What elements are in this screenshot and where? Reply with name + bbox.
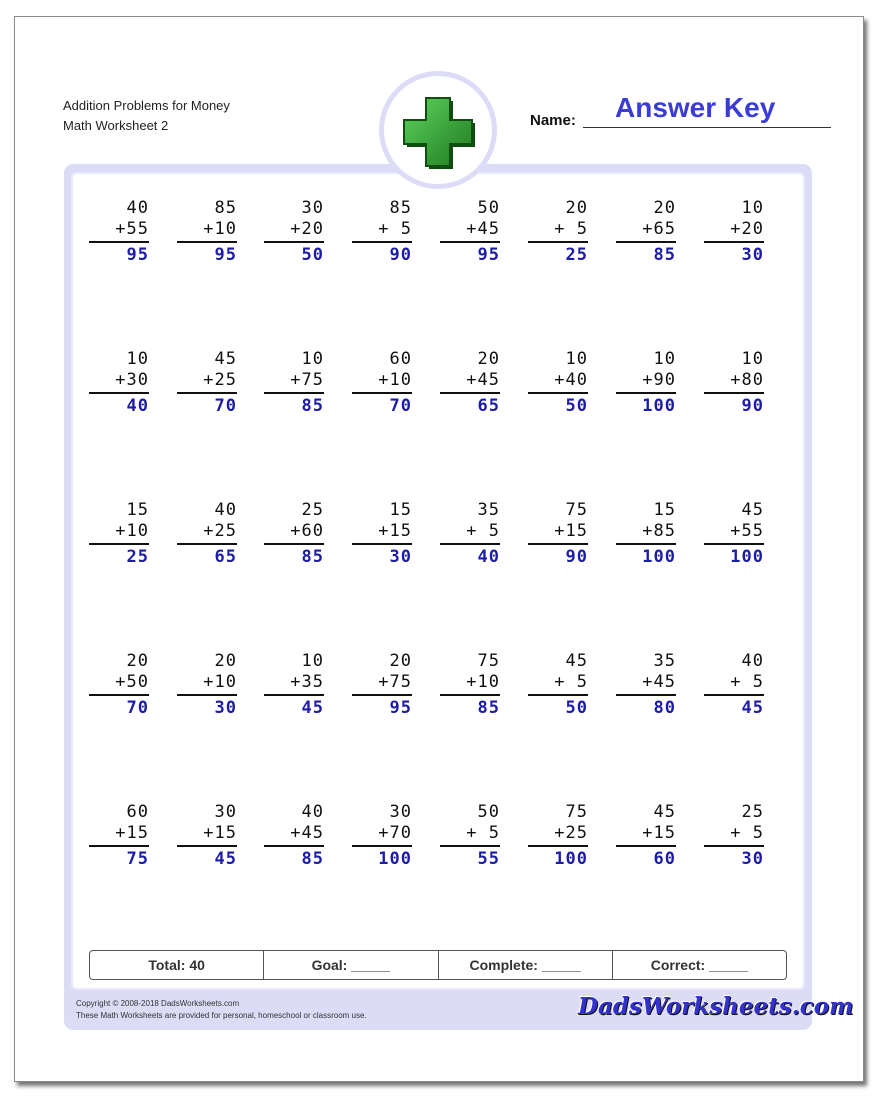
problem-sum-line (616, 694, 676, 696)
problem-addend-2: +25 (203, 370, 237, 390)
problem-addend-2: +15 (203, 823, 237, 843)
copyright (76, 998, 367, 1022)
problem-sum-line (440, 845, 500, 847)
problem-addend-2: +45 (466, 219, 500, 239)
problem-addend-2: +15 (115, 823, 149, 843)
problem-sum-line (177, 543, 237, 545)
problem-addend-2: +55 (730, 521, 764, 541)
problem-sum-line (704, 241, 764, 243)
problem-answer: 50 (565, 698, 588, 718)
problem-answer: 100 (730, 547, 764, 567)
problem-answer: 30 (741, 849, 764, 869)
problem-addend-2: +10 (378, 370, 412, 390)
problem (352, 802, 412, 870)
problem-addend-1: 85 (389, 198, 412, 218)
problem-addend-2: + 5 (730, 823, 764, 843)
problem-addend-1: 10 (653, 349, 676, 369)
problem-sum-line (177, 392, 237, 394)
problem (616, 500, 676, 568)
problem-addend-2: + 5 (554, 219, 588, 239)
problem-addend-2: +80 (730, 370, 764, 390)
answer-key-text: Answer Key (615, 92, 776, 123)
problem (89, 198, 149, 266)
score-goal: Goal: _____ (264, 951, 438, 979)
problem-sum-line (352, 241, 412, 243)
problem-addend-2: +45 (466, 370, 500, 390)
problem (352, 198, 412, 266)
problem-sum-line (704, 845, 764, 847)
problem-sum-line (528, 241, 588, 243)
problem-addend-1: 35 (477, 500, 500, 520)
problem-addend-1: 20 (126, 651, 149, 671)
problem-answer: 70 (126, 698, 149, 718)
usage-line: These Math Worksheets are provided for personal, homeschool or classroom use. (76, 1011, 367, 1020)
problem-addend-2: + 5 (378, 219, 412, 239)
problem-answer: 30 (214, 698, 237, 718)
problem-answer: 90 (389, 245, 412, 265)
problem-answer: 55 (477, 849, 500, 869)
problem-addend-2: +45 (290, 823, 324, 843)
problem-addend-1: 60 (389, 349, 412, 369)
problem-addend-2: +10 (115, 521, 149, 541)
problem-sum-line (264, 543, 324, 545)
problem-sum-line (440, 694, 500, 696)
problem-answer: 70 (214, 396, 237, 416)
problem-addend-2: +15 (642, 823, 676, 843)
problem-answer: 25 (126, 547, 149, 567)
problem-addend-2: +35 (290, 672, 324, 692)
problem-answer: 60 (653, 849, 676, 869)
problem (440, 500, 500, 568)
problem-answer: 50 (301, 245, 324, 265)
name-line (583, 127, 831, 128)
problem-sum-line (177, 241, 237, 243)
problem (352, 500, 412, 568)
problem (440, 802, 500, 870)
brand-logo: DadsWorksheets.com (578, 993, 854, 1020)
problem-answer: 100 (642, 547, 676, 567)
problem-sum-line (440, 241, 500, 243)
problem-addend-1: 25 (741, 802, 764, 822)
problem (352, 651, 412, 719)
problem-sum-line (616, 392, 676, 394)
problem (528, 802, 588, 870)
problem-addend-1: 75 (477, 651, 500, 671)
problem-addend-1: 10 (301, 349, 324, 369)
problem-answer: 95 (214, 245, 237, 265)
problem-sum-line (264, 241, 324, 243)
problem-answer: 100 (378, 849, 412, 869)
score-complete: Complete: _____ (439, 951, 613, 979)
problem-sum-line (177, 694, 237, 696)
problem-addend-2: +85 (642, 521, 676, 541)
score-box (89, 950, 787, 980)
problem-addend-2: + 5 (466, 823, 500, 843)
problem-sum-line (264, 392, 324, 394)
problem-sum-line (89, 845, 149, 847)
problem-addend-1: 45 (214, 349, 237, 369)
problem-addend-2: +65 (642, 219, 676, 239)
problem (264, 198, 324, 266)
problem-answer: 65 (214, 547, 237, 567)
problem-addend-1: 10 (741, 198, 764, 218)
problem-addend-1: 10 (126, 349, 149, 369)
problem-sum-line (616, 241, 676, 243)
problem-answer: 45 (214, 849, 237, 869)
problem-addend-2: +45 (642, 672, 676, 692)
problem-addend-1: 50 (477, 802, 500, 822)
problem-answer: 65 (477, 396, 500, 416)
problem (264, 500, 324, 568)
problem-addend-2: +20 (290, 219, 324, 239)
problem-answer: 95 (126, 245, 149, 265)
problem (264, 349, 324, 417)
problem-addend-2: +15 (378, 521, 412, 541)
problem (616, 802, 676, 870)
problem-addend-1: 30 (301, 198, 324, 218)
problem-addend-2: +10 (203, 219, 237, 239)
problem (177, 198, 237, 266)
problem-addend-2: +50 (115, 672, 149, 692)
problem-sum-line (616, 845, 676, 847)
problem (704, 802, 764, 870)
problem-sum-line (352, 543, 412, 545)
problem-addend-1: 85 (214, 198, 237, 218)
green-plus-icon (379, 71, 497, 189)
name-label: Name: (530, 112, 576, 129)
problem-sum-line (352, 845, 412, 847)
problem-answer: 75 (126, 849, 149, 869)
problem (264, 651, 324, 719)
problem (704, 500, 764, 568)
problem-sum-line (89, 392, 149, 394)
problem (616, 198, 676, 266)
problem (177, 651, 237, 719)
problem (704, 198, 764, 266)
problem-addend-2: +25 (554, 823, 588, 843)
problem (177, 802, 237, 870)
problem-sum-line (704, 543, 764, 545)
problem-sum-line (177, 845, 237, 847)
problem-sum-line (89, 694, 149, 696)
problem-addend-1: 15 (653, 500, 676, 520)
problem-addend-1: 75 (565, 500, 588, 520)
problem-answer: 85 (477, 698, 500, 718)
problem-answer: 30 (389, 547, 412, 567)
problem-addend-1: 20 (214, 651, 237, 671)
worksheet-title (63, 96, 230, 136)
problem-addend-1: 15 (126, 500, 149, 520)
problem-addend-1: 75 (565, 802, 588, 822)
copyright-line: Copyright © 2008-2018 DadsWorksheets.com (76, 999, 240, 1008)
problem-addend-1: 40 (214, 500, 237, 520)
problem (704, 651, 764, 719)
problem-addend-2: + 5 (466, 521, 500, 541)
problem-addend-1: 10 (741, 349, 764, 369)
problem-sum-line (352, 694, 412, 696)
problem-answer: 50 (565, 396, 588, 416)
problem-answer: 90 (741, 396, 764, 416)
problem-addend-2: +60 (290, 521, 324, 541)
problem (440, 198, 500, 266)
problem-addend-2: +25 (203, 521, 237, 541)
problem-answer: 85 (653, 245, 676, 265)
problem-addend-1: 60 (126, 802, 149, 822)
problem-addend-1: 25 (301, 500, 324, 520)
problem-answer: 45 (301, 698, 324, 718)
problem-sum-line (440, 392, 500, 394)
problem-addend-1: 40 (301, 802, 324, 822)
problem-addend-1: 20 (653, 198, 676, 218)
problem-answer: 40 (126, 396, 149, 416)
problem-sum-line (528, 845, 588, 847)
problem (528, 198, 588, 266)
problem (89, 349, 149, 417)
problem-addend-2: +10 (466, 672, 500, 692)
problem-addend-1: 45 (741, 500, 764, 520)
problem-sum-line (616, 543, 676, 545)
problem-sum-line (528, 543, 588, 545)
problem-addend-1: 30 (214, 802, 237, 822)
problem-answer: 85 (301, 396, 324, 416)
score-correct: Correct: _____ (650, 957, 749, 973)
problem (528, 500, 588, 568)
problem-addend-2: +30 (115, 370, 149, 390)
title-line-1: Addition Problems for Money (63, 98, 230, 113)
score-total: Total: 40 (90, 951, 264, 979)
problem-addend-2: +20 (730, 219, 764, 239)
problem-addend-1: 10 (565, 349, 588, 369)
problem-sum-line (528, 392, 588, 394)
problem (440, 349, 500, 417)
problem-sum-line (440, 543, 500, 545)
problem-addend-1: 15 (389, 500, 412, 520)
problem (89, 651, 149, 719)
problem-addend-1: 20 (389, 651, 412, 671)
problem-addend-1: 45 (565, 651, 588, 671)
problem (528, 651, 588, 719)
problem-addend-2: +90 (642, 370, 676, 390)
problem-sum-line (528, 694, 588, 696)
problem-sum-line (264, 845, 324, 847)
problem-addend-1: 20 (565, 198, 588, 218)
problem-answer: 90 (565, 547, 588, 567)
problem-answer: 85 (301, 849, 324, 869)
problem (264, 802, 324, 870)
problem (528, 349, 588, 417)
problem-addend-1: 40 (126, 198, 149, 218)
problem (177, 349, 237, 417)
problem (704, 349, 764, 417)
problem-addend-1: 35 (653, 651, 676, 671)
problem (616, 651, 676, 719)
problem-addend-2: +70 (378, 823, 412, 843)
problem-addend-2: +55 (115, 219, 149, 239)
problem-sum-line (704, 392, 764, 394)
problem-sum-line (89, 241, 149, 243)
problem-sum-line (89, 543, 149, 545)
problem-addend-1: 30 (389, 802, 412, 822)
problem-answer: 40 (477, 547, 500, 567)
problem (89, 802, 149, 870)
problem-answer: 95 (389, 698, 412, 718)
problem (177, 500, 237, 568)
problem-addend-1: 40 (741, 651, 764, 671)
problem-addend-1: 10 (301, 651, 324, 671)
problem-addend-2: +40 (554, 370, 588, 390)
problem-answer: 30 (741, 245, 764, 265)
problem (440, 651, 500, 719)
problem-answer: 70 (389, 396, 412, 416)
problem-sum-line (352, 392, 412, 394)
problem-answer: 25 (565, 245, 588, 265)
problem-addend-2: + 5 (554, 672, 588, 692)
problem-addend-2: +75 (378, 672, 412, 692)
problem-addend-1: 50 (477, 198, 500, 218)
problem-answer: 100 (642, 396, 676, 416)
problem-addend-2: +75 (290, 370, 324, 390)
problem-sum-line (264, 694, 324, 696)
problem-answer: 85 (301, 547, 324, 567)
problem (616, 349, 676, 417)
problem-answer: 80 (653, 698, 676, 718)
problem-addend-1: 45 (653, 802, 676, 822)
title-line-2: Math Worksheet 2 (63, 118, 169, 133)
problem-sum-line (704, 694, 764, 696)
problem-addend-2: +10 (203, 672, 237, 692)
problem-answer: 45 (741, 698, 764, 718)
problem-addend-2: + 5 (730, 672, 764, 692)
problem-addend-2: +15 (554, 521, 588, 541)
problem-answer: 100 (554, 849, 588, 869)
problem (89, 500, 149, 568)
problem-answer: 95 (477, 245, 500, 265)
problem-addend-1: 20 (477, 349, 500, 369)
problem (352, 349, 412, 417)
